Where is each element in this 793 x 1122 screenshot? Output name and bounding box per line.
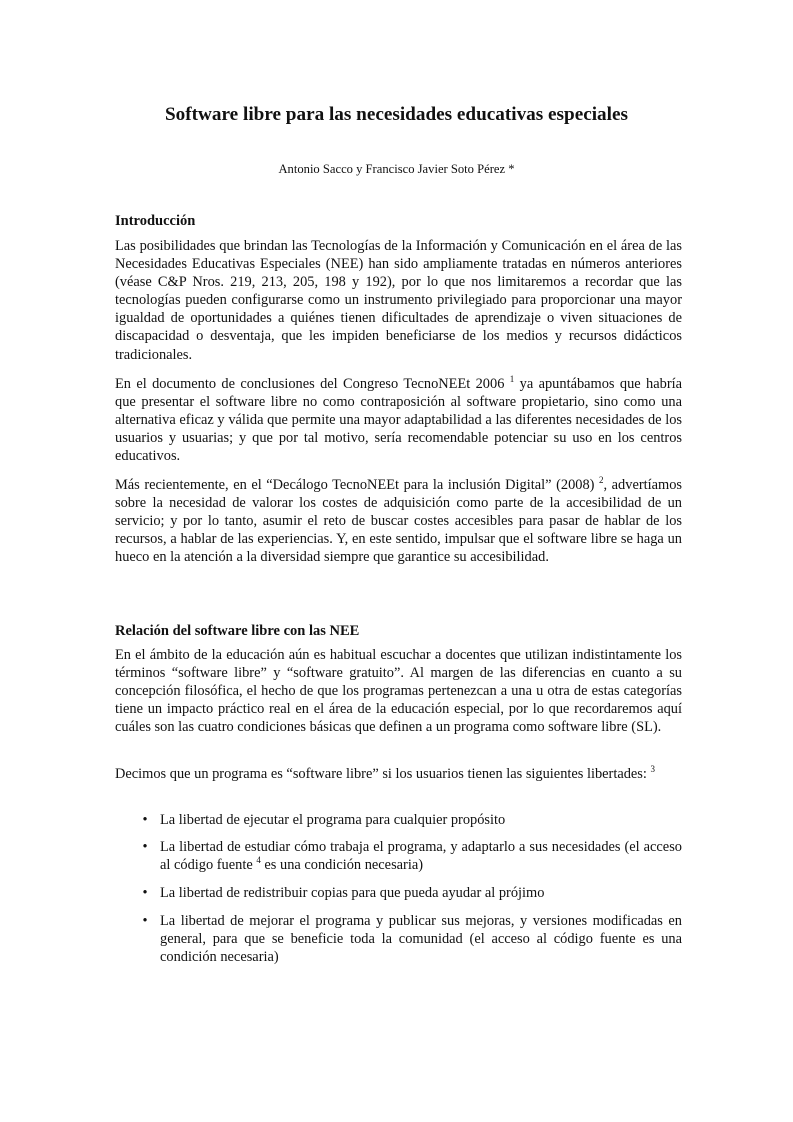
intro-paragraph-3-text-a: Más recientemente, en el “Decálogo TecnoNEEt para la inclusión Digital” (2008) [115, 477, 600, 493]
intro-paragraph-2-text-a: En el documento de conclusiones del Congreso TecnoNEEt 2006 [115, 376, 510, 392]
footnote-ref-4: 4 [256, 855, 261, 866]
freedom-list-item-text [160, 884, 682, 902]
freedom-text-0: La libertad de ejecutar el programa para cualquier propósito [160, 812, 506, 828]
bullet-icon: • [142, 913, 148, 929]
intro-paragraph-2-text-b: ya apuntábamos que habría que presentar el software libre no como contraposición al software propietario, sino como una alternativa eficaz y válida que permite una mayor adaptabilidad a las diferentes necesidades de los usuarios y usuarias; y que por tal motivo, sería recomendable potenciar su uso en los centros educativos. [115, 376, 682, 465]
intro-paragraph-1: Las posibilidades que brindan las Tecnologías de la Información y Comunicación en el área de las Necesidades Educativas Especiales (NEE) han sido ampliamente tratadas en números anteriores (véase C&P Nros. 219, 213, 205, 198 y 192), por lo que nos limitaremos a recordar que las tecnologías pueden configurarse como un instrumento privilegiado para proporcionar una mayor igualdad de oportunidades a quiénes tienen dificultades de aprendizaje o viven situaciones de discapacidad o desventaja, que les impiden beneficiarse de los medios y recursos didácticos tradicionales. [115, 238, 682, 363]
freedom-list-item-text [160, 811, 682, 829]
intro-paragraph-2 [115, 375, 682, 465]
bullet-icon: • [142, 839, 148, 855]
relacion-paragraph-2-text-a: Decimos que un programa es “software libre” si los usuarios tienen las siguientes libertades: [115, 766, 651, 782]
document-authors: Antonio Sacco y Francisco Javier Soto Pérez * [278, 162, 515, 176]
section-heading-relacion: Relación del software libre con las NEE [115, 623, 360, 639]
relacion-paragraph-2 [115, 765, 682, 783]
intro-paragraph-3 [115, 476, 682, 566]
freedom-list-item-text [160, 912, 682, 966]
section-heading-introduccion: Introducción [115, 213, 196, 229]
bullet-icon: • [142, 885, 148, 901]
freedom-text-1a: La libertad de estudiar cómo trabaja el programa, y adaptarlo a sus necesidades (el acceso al código fuente [160, 839, 682, 874]
freedom-text-3: La libertad de mejorar el programa y publicar sus mejoras, y versiones modificadas en general, para que se beneficie toda la comunidad (el acceso al código fuente es una condición necesaria) [160, 913, 682, 966]
footnote-ref-3: 3 [650, 764, 656, 774]
relacion-paragraph-1: En el ámbito de la educación aún es habitual escuchar a docentes que utilizan indistintamente los términos “software libre” y “software gratuito”. Al margen de las diferencias en cuanto a su concepción filosófica, el hecho de que los programas pertenezcan a una u otra de estas categorías tiene un impacto práctico real en el área de la educación especial, por lo que recordaremos aquí cuáles son las cuatro condiciones básicas que definen a un programa como software libre (SL). [115, 647, 682, 736]
footnote-ref-1: 1 [509, 374, 515, 384]
document-title: Software libre para las necesidades educativas especiales [165, 104, 628, 125]
freedom-list-item-text [160, 838, 682, 874]
freedom-text-2: La libertad de redistribuir copias para que pueda ayudar al prójimo [160, 885, 545, 901]
freedom-text-1b: es una condición necesaria) [260, 857, 424, 874]
bullet-icon: • [142, 812, 148, 828]
intro-paragraph-3-text-b: , advertíamos sobre la necesidad de valorar los costes de adquisición como parte de la accesibilidad de un servicio; y por lo tanto, asumir el reto de buscar costes accesibles para pasar de hablar de los recursos, a hablar de las experiencias. Y, en este sentido, impulsar que el software libre se haga un hueco en la atención a la diversidad siempre que garantice su accesibilidad. [115, 477, 683, 566]
footnote-ref-2: 2 [599, 475, 604, 485]
